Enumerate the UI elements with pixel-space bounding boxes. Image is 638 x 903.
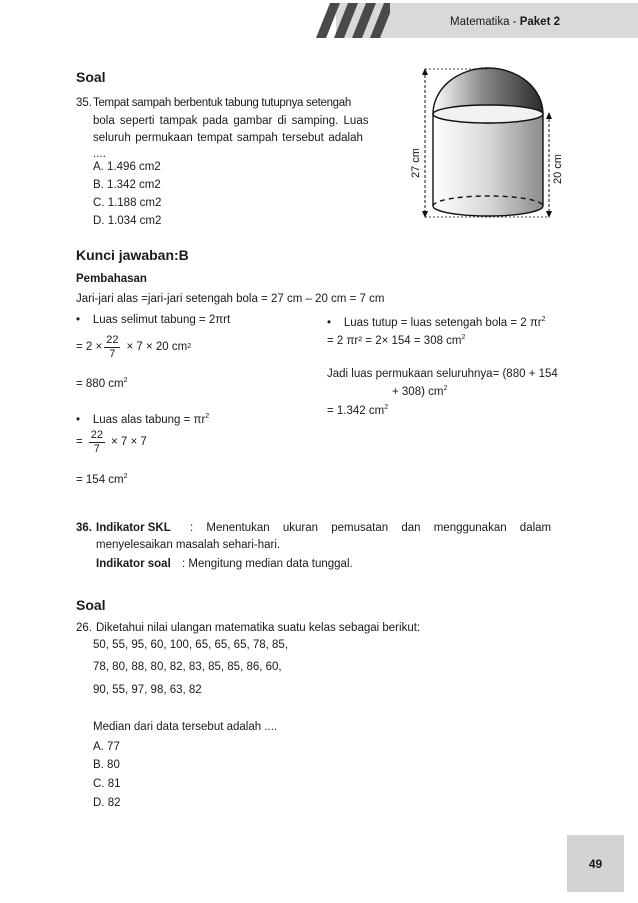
- q26-heading: Soal: [76, 597, 106, 613]
- result-alas: [76, 470, 128, 487]
- q35-text-4: ....: [93, 148, 106, 160]
- fraction-denominator: 7: [93, 442, 100, 455]
- header-paket: Paket 2: [519, 16, 560, 28]
- total-result-text: = 1.342 cm: [327, 404, 385, 417]
- sup-2: 2: [187, 343, 192, 350]
- q26-data-line-3: 90, 55, 97, 98, 63, 82: [93, 684, 202, 696]
- q35-text-2: bola seperti tampak pada gambar di samping. Luas: [93, 115, 369, 127]
- q35-heading: Soal: [76, 69, 106, 85]
- header-stripes: [300, 3, 390, 38]
- q36-soal-text: : Mengitung median data tunggal.: [182, 558, 353, 570]
- bullet-mark: •: [327, 316, 332, 329]
- radius-line: Jari-jari alas =jari-jari setengah bola = 27 cm – 20 cm = 7 cm: [76, 293, 385, 305]
- q36-number: 36.: [76, 522, 92, 534]
- q26-option-a: A. 77: [93, 741, 120, 753]
- trash-bin-figure: [405, 66, 565, 226]
- calc-selimut-pre: = 2 ×: [76, 341, 103, 353]
- q26-number: 26.: [76, 622, 92, 634]
- calc-alas-pre: =: [76, 436, 83, 448]
- sup-2: 2: [123, 473, 128, 480]
- arrow-cyl-top: [546, 112, 552, 119]
- header-subject: Matematika -: [450, 16, 520, 28]
- calc-tutup: [327, 331, 465, 348]
- sup-2: 2: [384, 404, 389, 411]
- q35-option-a: A. 1.496 cm2: [93, 161, 161, 173]
- q26-data-line-1: 50, 55, 95, 60, 100, 65, 65, 65, 78, 85,: [93, 639, 289, 651]
- q35-option-b: B. 1.342 cm2: [93, 179, 161, 191]
- label-20cm: 20 cm: [552, 154, 564, 184]
- result-selimut: [76, 374, 128, 391]
- q36-skl-label: Indikator SKL: [96, 522, 171, 534]
- bullet-mark: •: [76, 314, 81, 326]
- q26-option-c: C. 81: [93, 778, 121, 790]
- fraction-22-7: [104, 334, 120, 361]
- calc-alas: [76, 425, 147, 459]
- answer-subheading: Pembahasan: [76, 273, 147, 285]
- calc-tutup-text: = 2 πr² = 2× 154 = 308 cm: [327, 334, 462, 347]
- header-title: [450, 15, 560, 29]
- q26-option-b: B. 80: [93, 759, 120, 771]
- page-number: 49: [588, 856, 603, 871]
- lid-rim: [433, 105, 543, 123]
- sup-2: 2: [541, 316, 546, 323]
- calc-selimut: [76, 330, 191, 364]
- total-line-2: [392, 382, 447, 399]
- total-line-1: Jadi luas permukaan seluruhnya= (880 + 154: [327, 368, 558, 380]
- answer-heading: Kunci jawaban:B: [76, 247, 189, 263]
- fraction-numerator: 22: [90, 428, 103, 441]
- calc-selimut-post: × 7 × 20 cm: [126, 341, 188, 353]
- q36-skl-text-2: menyelesaikan masalah sehari-hari.: [96, 539, 281, 551]
- q26-data-line-2: 78, 80, 88, 80, 82, 83, 85, 85, 86, 60,: [93, 661, 282, 673]
- label-27cm: 27 cm: [410, 148, 422, 178]
- q35-option-c: C. 1.188 cm2: [93, 197, 162, 209]
- fraction-22-7: [89, 429, 105, 456]
- bullet-tutup-text: Luas tutup = luas setengah bola = 2 πr: [343, 316, 542, 329]
- result-selimut-text: = 880 cm: [76, 377, 124, 390]
- bullet-selimut: [76, 313, 230, 327]
- q26-option-d: D. 82: [93, 797, 121, 809]
- result-alas-text: = 154 cm: [76, 473, 124, 486]
- q35-option-d: D. 1.034 cm2: [93, 215, 162, 227]
- fraction-numerator: 22: [106, 333, 119, 346]
- sup-2: 2: [205, 413, 210, 420]
- q36-soal-label: Indikator soal: [96, 558, 171, 570]
- sup-2: 2: [123, 377, 128, 384]
- sup-2: 2: [461, 334, 466, 341]
- q35-text-1: Tempat sampah berbentuk tabung tutupnya setengah: [93, 97, 351, 109]
- sup-2: 2: [443, 385, 448, 392]
- q26-question: Median dari data tersebut adalah ....: [93, 721, 278, 733]
- calc-alas-post: × 7 × 7: [110, 436, 147, 448]
- bullet-mark: •: [76, 413, 81, 426]
- q35-text-3: seluruh permukaan tempat sampah tersebut adalah: [93, 132, 363, 144]
- q36-skl-text: : Menentukan ukuran pemusatan dan menggunakan dalam: [190, 522, 552, 534]
- total-line-2-text: + 308) cm: [392, 385, 444, 398]
- fraction-denominator: 7: [109, 347, 116, 360]
- bullet-selimut-text: Luas selimut tabung = 2πrt: [92, 314, 231, 326]
- q35-number: 35.: [76, 97, 92, 109]
- q26-intro: Diketahui nilai ulangan matematika suatu kelas sebagai berikut:: [96, 622, 421, 634]
- bullet-alas-text: Luas alas tabung = πr: [92, 413, 206, 426]
- page-number-box: [567, 835, 624, 892]
- cylinder-body: [433, 114, 543, 216]
- bullet-tutup: [327, 313, 546, 330]
- total-result: [327, 401, 388, 418]
